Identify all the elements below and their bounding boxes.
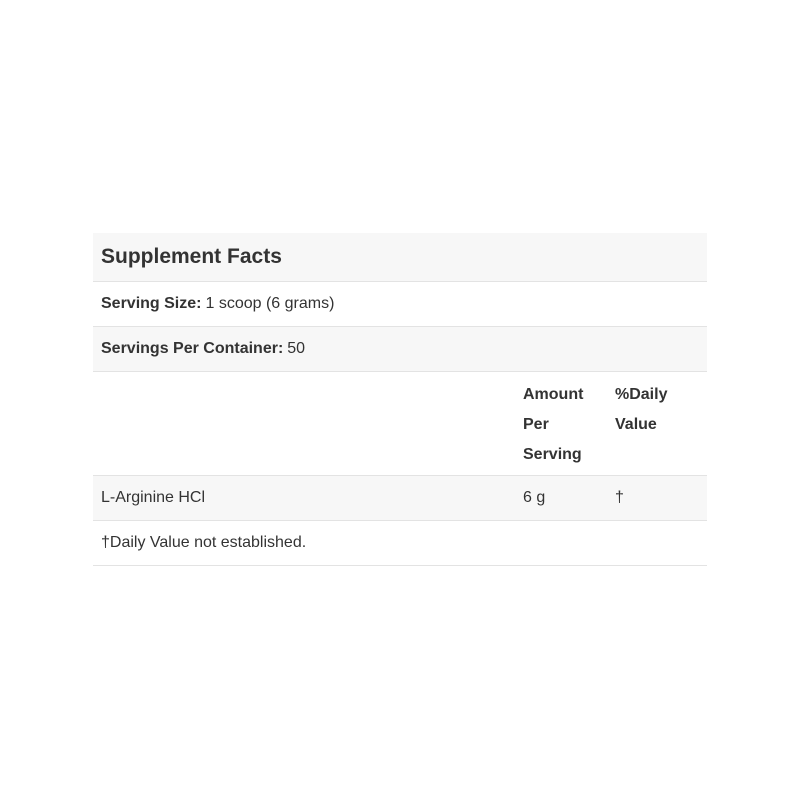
header-name-cell [93, 372, 523, 475]
ingredient-daily-value: † [615, 489, 624, 506]
serving-size-label: Serving Size: [101, 295, 202, 312]
serving-size-row [93, 282, 707, 327]
ingredient-name: L-Arginine HCl [101, 489, 206, 506]
supplement-facts-table [93, 233, 707, 566]
header-daily-value: %Daily Value [615, 386, 668, 433]
column-header-row [93, 372, 707, 476]
header-amount-per-serving: Amount Per Serving [523, 386, 584, 463]
facts-title: Supplement Facts [101, 245, 282, 268]
ingredient-row [93, 476, 707, 521]
footnote-row [93, 521, 707, 566]
footnote-text: †Daily Value not established. [101, 534, 307, 551]
servings-per-container-value: 50 [287, 340, 306, 357]
facts-title-row [93, 233, 707, 282]
serving-size-value: 1 scoop (6 grams) [205, 295, 335, 312]
servings-per-container-label: Servings Per Container: [101, 340, 284, 357]
servings-per-container-row [93, 327, 707, 372]
ingredient-amount: 6 g [523, 489, 546, 506]
